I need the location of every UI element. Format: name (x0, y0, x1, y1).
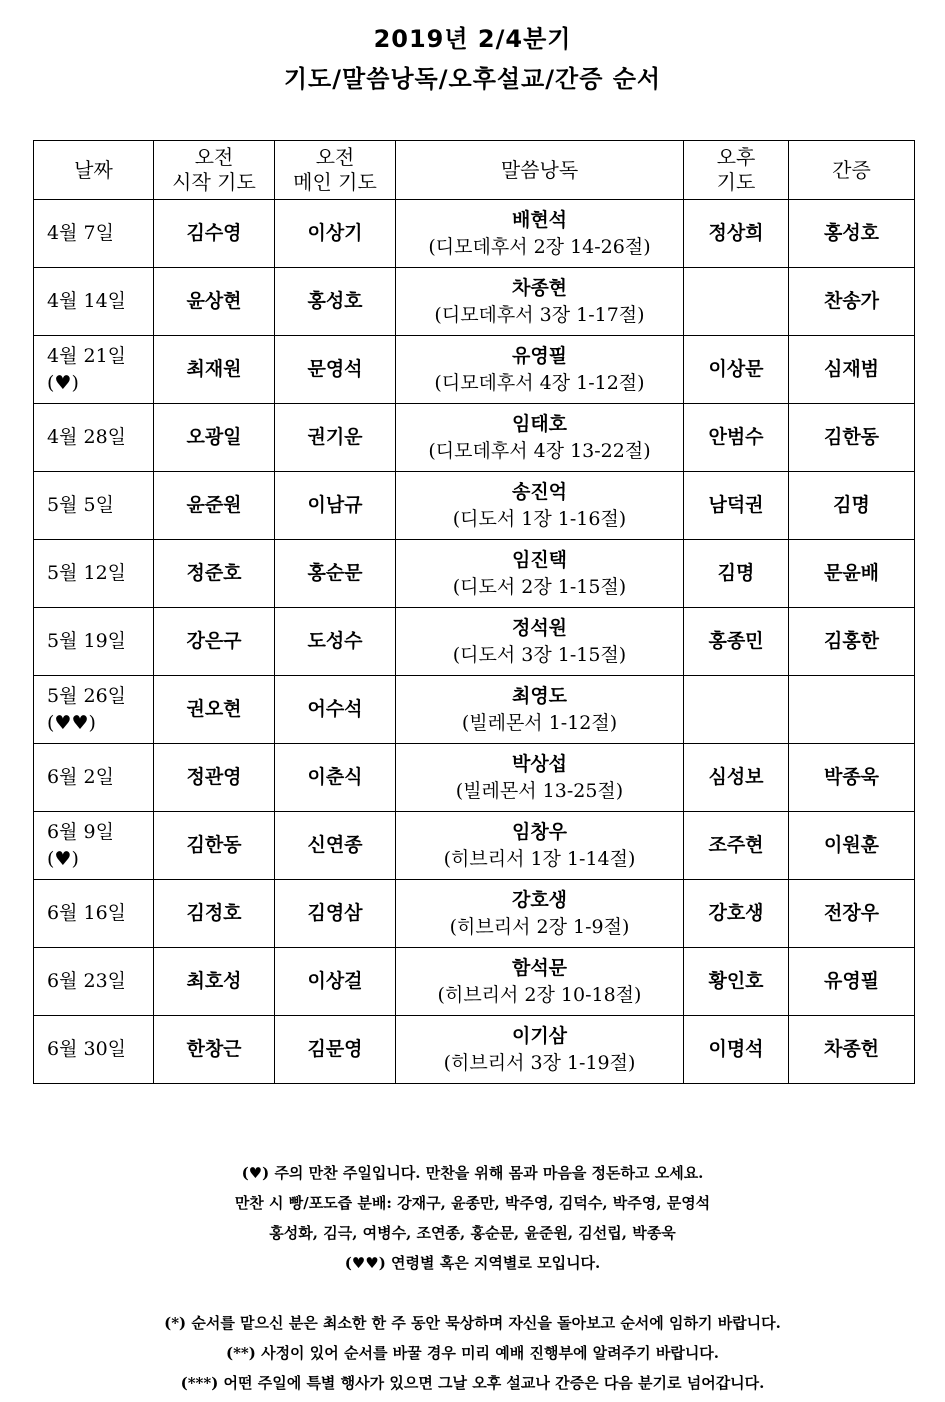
reader-name: 차종현 (511, 276, 568, 299)
morning-main-prayer-cell: 이상기 (275, 200, 396, 268)
note-gathering: (♥♥) 연령별 혹은 지역별로 모입니다. (344, 1254, 601, 1272)
reader-name: 배현석 (511, 208, 568, 231)
morning-start-prayer-cell: 오광일 (154, 404, 275, 472)
header-morning-start-prayer: 오전 시작 기도 (154, 141, 275, 200)
morning-main-prayer-cell: 홍순문 (275, 540, 396, 608)
morning-start-prayer-cell: 강은구 (154, 608, 275, 676)
note-single-asterisk: (*) 순서를 맡으신 분은 최소한 한 주 동안 묵상하며 자신을 돌아보고 순서에 임하기 바랍니다. (164, 1314, 781, 1332)
header-scripture-reading: 말씀낭독 (396, 141, 684, 200)
scripture-reading-cell (396, 812, 684, 880)
table-row (34, 744, 915, 812)
morning-start-prayer-cell: 권오현 (154, 676, 275, 744)
morning-start-prayer-cell: 김정호 (154, 880, 275, 948)
testimony-cell: 홍성호 (789, 200, 915, 268)
scripture-reading-cell (396, 336, 684, 404)
morning-main-prayer-cell: 신연종 (275, 812, 396, 880)
scripture-reading-cell (396, 404, 684, 472)
date-cell (34, 880, 154, 948)
note-servers-line-1: 만찬 시 빵/포도즙 분배: 강재구, 윤종만, 박주영, 김덕수, 박주영, 문영석 (234, 1194, 711, 1212)
date-text: 6월 30일 (47, 1038, 127, 1060)
scripture-passage: (디모데후서 4장 1-12절) (434, 371, 645, 394)
scripture-passage: (빌레몬서 13-25절) (455, 779, 624, 802)
morning-start-prayer-cell: 윤준원 (154, 472, 275, 540)
date-cell (34, 676, 154, 744)
afternoon-prayer-cell: 안범수 (684, 404, 789, 472)
testimony-cell: 찬송가 (789, 268, 915, 336)
morning-main-prayer-cell: 김영삼 (275, 880, 396, 948)
date-cell (34, 608, 154, 676)
morning-main-prayer-cell: 도성수 (275, 608, 396, 676)
afternoon-prayer-cell: 정상희 (684, 200, 789, 268)
notes-spacer (0, 1278, 945, 1308)
morning-start-prayer-cell: 김수영 (154, 200, 275, 268)
table-row (34, 1016, 915, 1084)
scripture-passage: (디모데후서 2장 14-26절) (428, 235, 651, 258)
afternoon-prayer-cell: 조주현 (684, 812, 789, 880)
scripture-reading-cell (396, 948, 684, 1016)
reader-name: 임진택 (511, 548, 568, 571)
date-text: 4월 7일 (47, 222, 114, 244)
reader-name: 박상섭 (511, 752, 568, 775)
morning-main-prayer-cell: 이남규 (275, 472, 396, 540)
table-row (34, 472, 915, 540)
testimony-cell: 이원훈 (789, 812, 915, 880)
scripture-reading-cell (396, 608, 684, 676)
table-row (34, 676, 915, 744)
date-text: 4월 14일 (47, 290, 127, 312)
morning-main-prayer-cell: 어수석 (275, 676, 396, 744)
date-cell (34, 472, 154, 540)
date-cell (34, 404, 154, 472)
note-double-asterisk: (**) 사정이 있어 순서를 바꿀 경우 미리 예배 진행부에 알려주기 바랍니다. (225, 1344, 720, 1362)
note-servers-line-2: 홍성화, 김극, 여병수, 조연종, 홍순문, 윤준원, 김선립, 박종욱 (269, 1224, 676, 1242)
morning-start-prayer-cell: 김한동 (154, 812, 275, 880)
date-text: 6월 23일 (47, 970, 127, 992)
date-text: 6월 2일 (47, 766, 114, 788)
reader-name: 임태호 (511, 412, 568, 435)
testimony-cell: 전장우 (789, 880, 915, 948)
reader-name: 유영필 (511, 344, 568, 367)
scripture-passage: (빌레몬서 1-12절) (461, 711, 618, 734)
title-quarter: 2019년 2/4분기 (373, 25, 572, 53)
testimony-cell (789, 676, 915, 744)
testimony-cell: 차종헌 (789, 1016, 915, 1084)
date-text: 6월 16일 (47, 902, 127, 924)
scripture-reading-cell (396, 880, 684, 948)
afternoon-prayer-cell: 이명석 (684, 1016, 789, 1084)
table-row (34, 404, 915, 472)
reader-name: 임창우 (511, 820, 568, 843)
scripture-reading-cell (396, 268, 684, 336)
date-cell (34, 268, 154, 336)
heart-icon: (♥♥) (47, 711, 96, 734)
scripture-passage: (디도서 1장 1-16절) (452, 507, 627, 530)
morning-main-prayer-cell: 문영석 (275, 336, 396, 404)
morning-start-prayer-cell: 정준호 (154, 540, 275, 608)
date-text: 5월 19일 (47, 630, 127, 652)
afternoon-prayer-cell: 김명 (684, 540, 789, 608)
testimony-cell: 문윤배 (789, 540, 915, 608)
afternoon-prayer-cell: 심성보 (684, 744, 789, 812)
reader-name: 함석문 (511, 956, 568, 979)
note-triple-asterisk: (***) 어떤 주일에 특별 행사가 있으면 그날 오후 설교나 간증은 다음 분기로 넘어갑니다. (180, 1374, 765, 1392)
reader-name: 강호생 (511, 888, 568, 911)
scripture-passage: (히브리서 1장 1-14절) (443, 847, 636, 870)
date-text: 6월 9일 (47, 820, 114, 843)
afternoon-prayer-cell: 강호생 (684, 880, 789, 948)
reader-name: 송진억 (511, 480, 568, 503)
scripture-reading-cell (396, 540, 684, 608)
testimony-cell: 김홍한 (789, 608, 915, 676)
date-text: 5월 26일 (47, 684, 127, 707)
notes-section (0, 1158, 945, 1398)
afternoon-prayer-cell: 홍종민 (684, 608, 789, 676)
date-cell (34, 336, 154, 404)
header-afternoon-prayer: 오후 기도 (684, 141, 789, 200)
scripture-reading-cell (396, 744, 684, 812)
date-cell (34, 812, 154, 880)
table-row (34, 540, 915, 608)
title-subject: 기도/말씀낭독/오후설교/간증 순서 (283, 65, 662, 93)
morning-start-prayer-cell: 정관영 (154, 744, 275, 812)
reader-name: 최영도 (511, 684, 568, 707)
header-date: 날짜 (34, 141, 154, 200)
table-header-row (34, 141, 915, 200)
header-morning-main-prayer: 오전 메인 기도 (275, 141, 396, 200)
heart-icon: (♥) (47, 371, 79, 394)
header-testimony: 간증 (789, 141, 915, 200)
reader-name: 이기삼 (511, 1024, 568, 1047)
date-text: 5월 12일 (47, 562, 127, 584)
testimony-cell: 박종욱 (789, 744, 915, 812)
reader-name: 정석원 (511, 616, 568, 639)
table-row (34, 948, 915, 1016)
testimony-cell: 심재범 (789, 336, 915, 404)
scripture-reading-cell (396, 1016, 684, 1084)
scripture-passage: (히브리서 3장 1-19절) (443, 1051, 636, 1074)
morning-start-prayer-cell: 윤상현 (154, 268, 275, 336)
morning-main-prayer-cell: 김문영 (275, 1016, 396, 1084)
date-cell (34, 200, 154, 268)
scripture-reading-cell (396, 472, 684, 540)
table-row (34, 336, 915, 404)
date-cell (34, 744, 154, 812)
scripture-passage: (디모데후서 4장 13-22절) (428, 439, 651, 462)
afternoon-prayer-cell: 황인호 (684, 948, 789, 1016)
table-row (34, 608, 915, 676)
schedule-table (33, 140, 915, 1084)
testimony-cell: 유영필 (789, 948, 915, 1016)
note-communion: (♥) 주의 만찬 주일입니다. 만찬을 위해 몸과 마음을 정돈하고 오세요. (241, 1164, 704, 1182)
afternoon-prayer-cell (684, 676, 789, 744)
date-cell (34, 540, 154, 608)
morning-start-prayer-cell: 최호성 (154, 948, 275, 1016)
morning-main-prayer-cell: 권기운 (275, 404, 396, 472)
afternoon-prayer-cell (684, 268, 789, 336)
scripture-passage: (히브리서 2장 1-9절) (449, 915, 630, 938)
morning-main-prayer-cell: 이상걸 (275, 948, 396, 1016)
morning-main-prayer-cell: 이춘식 (275, 744, 396, 812)
morning-main-prayer-cell: 홍성호 (275, 268, 396, 336)
scripture-reading-cell (396, 200, 684, 268)
scripture-passage: (디도서 2장 1-15절) (452, 575, 627, 598)
morning-start-prayer-cell: 최재원 (154, 336, 275, 404)
table-row (34, 812, 915, 880)
heart-icon: (♥) (47, 847, 79, 870)
testimony-cell: 김명 (789, 472, 915, 540)
scripture-reading-cell (396, 676, 684, 744)
morning-start-prayer-cell: 한창근 (154, 1016, 275, 1084)
afternoon-prayer-cell: 이상문 (684, 336, 789, 404)
testimony-cell: 김한동 (789, 404, 915, 472)
table-row (34, 880, 915, 948)
date-text: 4월 28일 (47, 426, 127, 448)
scripture-passage: (디모데후서 3장 1-17절) (434, 303, 645, 326)
document-title (0, 22, 945, 98)
table-row (34, 200, 915, 268)
date-cell (34, 948, 154, 1016)
scripture-passage: (디도서 3장 1-15절) (452, 643, 627, 666)
scripture-passage: (히브리서 2장 10-18절) (437, 983, 642, 1006)
date-cell (34, 1016, 154, 1084)
afternoon-prayer-cell: 남덕권 (684, 472, 789, 540)
date-text: 4월 21일 (47, 344, 127, 367)
table-row (34, 268, 915, 336)
date-text: 5월 5일 (47, 494, 114, 516)
